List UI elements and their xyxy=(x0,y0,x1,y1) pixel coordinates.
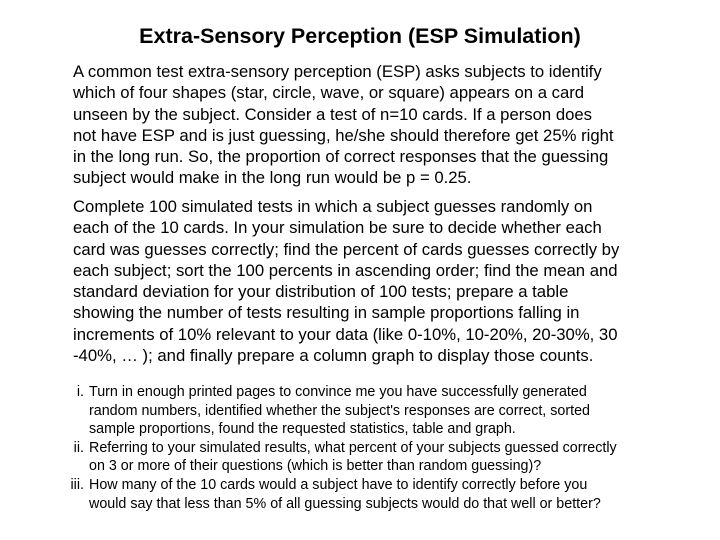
paragraph-line: unseen by the subject. Consider a test of n=10 cards. If a person does xyxy=(73,104,593,124)
paragraph-line: showing the number of tests resulting in sample proportions falling in xyxy=(73,303,580,323)
question-item xyxy=(60,383,680,439)
question-marker: i. xyxy=(76,384,84,400)
paragraph-line: not have ESP and is just guessing, he/she should therefore get 25% right xyxy=(73,125,614,145)
paragraph-line: A common test extra-sensory perception (ESP) asks subjects to identify xyxy=(73,62,602,81)
paragraph-line: standard deviation for your distribution of 100 tests; prepare a table xyxy=(73,282,569,302)
intro-paragraph xyxy=(73,61,673,189)
instructions-paragraph xyxy=(73,196,673,366)
question-line: Referring to your simulated results, what percent of your subjects guessed correctly xyxy=(89,439,617,456)
paragraph-line: in the long run. So, the proportion of correct responses that the guessing xyxy=(73,147,609,167)
question-list xyxy=(60,383,680,513)
question-line: would say that less than 5% of all guessing subjects would do that well or better? xyxy=(89,495,601,512)
question-line: Turn in enough printed pages to convince me you have successfully generated xyxy=(89,384,587,400)
question-item xyxy=(60,439,680,476)
paragraph-line: each of the 10 cards. In your simulation be sure to decide whether each xyxy=(73,218,602,238)
page-title: Extra-Sensory Perception (ESP Simulation) xyxy=(139,24,581,48)
question-line: on 3 or more of their questions (which is better than random guessing)? xyxy=(89,458,542,475)
paragraph-line: Complete 100 simulated tests in which a subject guesses randomly on xyxy=(73,197,593,216)
paragraph-line: each subject; sort the 100 percents in ascending order; find the mean and xyxy=(73,260,618,280)
question-line: random numbers, identified whether the subject's responses are correct, sorted xyxy=(89,402,590,419)
paragraph-line: card was guesses correctly; find the percent of cards guesses correctly by xyxy=(73,239,620,259)
paragraph-line: increments of 10% relevant to your data (like 0-10%, 10-20%, 20-30%, 30 xyxy=(73,324,618,344)
question-line: How many of the 10 cards would a subject have to identify correctly before you xyxy=(89,476,588,493)
paragraph-line: subject would make in the long run would be p = 0.25. xyxy=(73,168,472,188)
paragraph-line: which of four shapes (star, circle, wave, or square) appears on a card xyxy=(73,83,585,103)
paragraph-line: -40%, … ); and finally prepare a column graph to display those counts. xyxy=(73,346,594,366)
question-marker: iii. xyxy=(70,476,84,493)
question-line: sample proportions, found the requested statistics, table and graph. xyxy=(89,421,516,438)
question-item xyxy=(60,476,680,513)
question-marker: ii. xyxy=(73,439,84,456)
